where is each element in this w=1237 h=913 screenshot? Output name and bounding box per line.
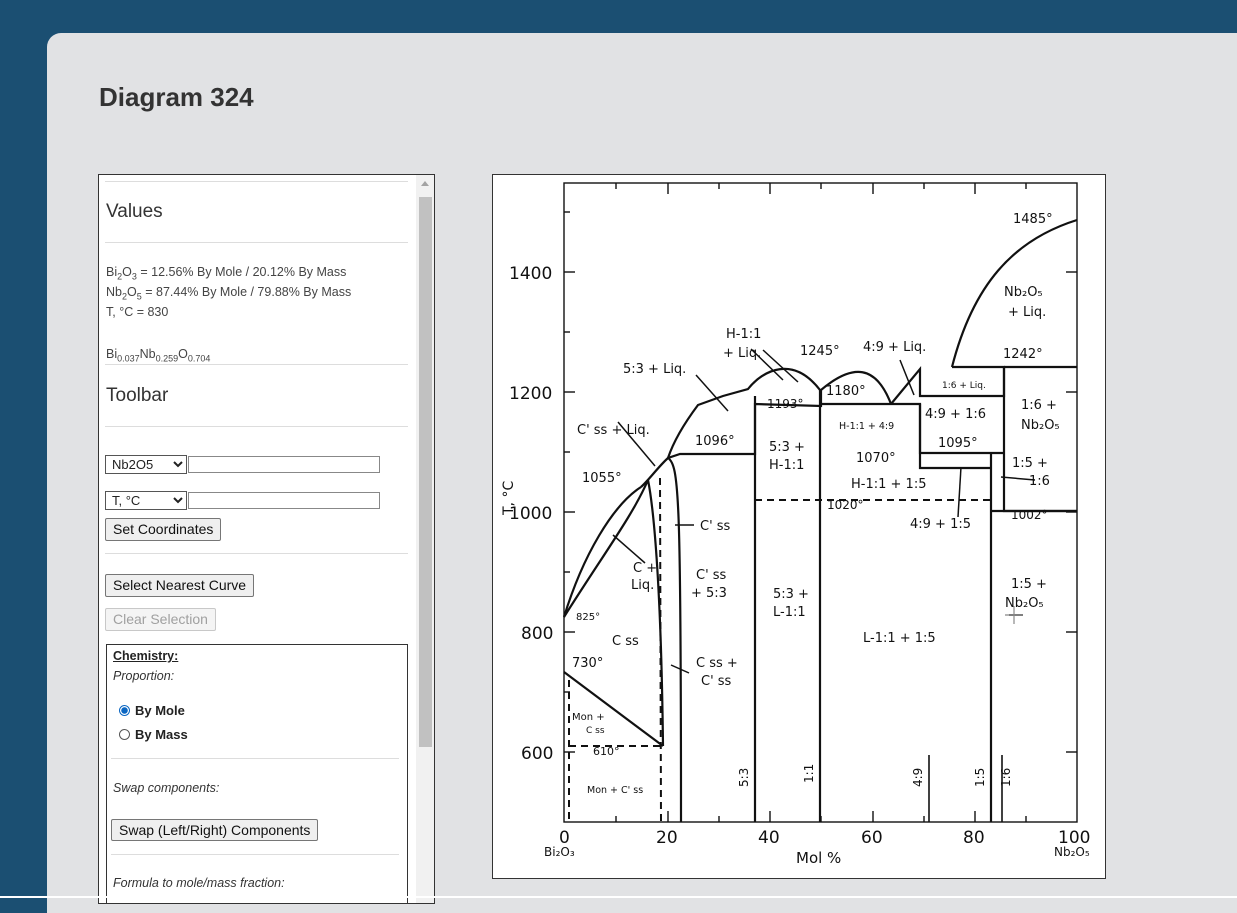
diagram-label: H-1:1 + 4:9 xyxy=(839,421,895,432)
phase-diagram[interactable] xyxy=(493,175,1105,878)
by-mole-label: By Mole xyxy=(135,703,185,718)
by-mass-option[interactable] xyxy=(119,727,188,742)
x-tick-label: 80 xyxy=(963,828,985,848)
formula-fraction-label: Formula to mole/mass fraction: xyxy=(113,876,285,890)
diagram-label: 1:6 + Liq. xyxy=(942,381,986,391)
diagram-label: 1245° xyxy=(800,344,840,359)
diagram-label: 5:3 + xyxy=(773,587,809,602)
side-panel-scrollbar[interactable] xyxy=(416,175,434,903)
divider xyxy=(105,242,408,243)
y-tick-label: 1400 xyxy=(509,264,553,284)
diagram-label: Mon + C' ss xyxy=(587,785,644,796)
temperature-value-input[interactable] xyxy=(188,492,380,509)
diagram-label: + 5:3 xyxy=(691,586,727,601)
proportion-label: Proportion: xyxy=(113,669,175,683)
diagram-label: L-1:1 + 1:5 xyxy=(863,631,936,646)
chemistry-heading: Chemistry: xyxy=(113,649,179,663)
scroll-thumb[interactable] xyxy=(419,197,432,747)
diagram-label: C' ss xyxy=(700,519,731,534)
x-axis-label: Mol % xyxy=(796,849,842,867)
divider xyxy=(105,181,408,182)
diagram-label: 4:9 + Liq. xyxy=(863,340,927,355)
side-panel[interactable] xyxy=(98,174,435,904)
diagram-label: + Liq. xyxy=(1008,305,1047,320)
diagram-label: + Liq. xyxy=(723,346,762,361)
page-title: Diagram 324 xyxy=(99,82,254,112)
scroll-up-arrow-icon[interactable] xyxy=(421,181,429,186)
swap-components-label: Swap components: xyxy=(113,781,220,795)
diagram-label: Nb₂O₅ xyxy=(1005,596,1044,611)
diagram-label: 1485° xyxy=(1013,212,1053,227)
diagram-label: 5:3 xyxy=(737,767,751,787)
diagram-label: 4:9 + 1:5 xyxy=(910,517,972,532)
diagram-label: 5:3 + Liq. xyxy=(623,362,687,377)
right-component-label: Nb₂O₅ xyxy=(1054,845,1090,859)
diagram-label: 1180° xyxy=(826,384,866,399)
by-mass-label: By Mass xyxy=(135,727,188,742)
y-tick-label: 600 xyxy=(521,744,554,764)
clear-selection-button[interactable]: Clear Selection xyxy=(105,608,216,631)
diagram-label: 1095° xyxy=(938,436,978,451)
diagram-label: C' ss + Liq. xyxy=(577,423,650,438)
x-tick-label: 60 xyxy=(861,828,883,848)
diagram-label: H-1:1 xyxy=(726,327,762,342)
values-temperature-line: T, °C = 830 xyxy=(106,305,169,319)
y-tick-label: 800 xyxy=(521,624,554,644)
y-axis-label: T, °C xyxy=(501,480,517,515)
divider xyxy=(105,426,408,427)
annotation-arrows xyxy=(613,349,1035,673)
chemistry-box xyxy=(106,644,408,904)
diagram-label: C + xyxy=(633,561,658,576)
diagram-label: 1:5 xyxy=(973,767,987,787)
diagram-label: 1002° xyxy=(1011,508,1048,522)
left-component-label: Bi₂O₃ xyxy=(544,845,575,859)
select-nearest-curve-button[interactable]: Select Nearest Curve xyxy=(105,574,254,597)
diagram-label: 1020° xyxy=(827,498,864,512)
phase-boundaries xyxy=(564,220,1077,822)
diagram-label: 1:6 xyxy=(1029,474,1050,489)
divider xyxy=(105,553,408,554)
values-bi2o3-line: $Bi_2O_3 = 12.56\%$ By Mole / 20.12% By Mass xyxy=(106,265,347,282)
y-tick-label: 1000 xyxy=(509,504,553,524)
component-select[interactable] xyxy=(105,455,187,474)
diagram-label: 730° xyxy=(572,656,604,671)
diagram-label: 610° xyxy=(593,745,620,758)
diagram-label: 1096° xyxy=(695,434,735,449)
divider xyxy=(105,364,408,365)
component-value-input[interactable] xyxy=(188,456,380,473)
x-tick-label: 20 xyxy=(656,828,678,848)
by-mole-option[interactable] xyxy=(119,703,185,718)
diagram-label: H-1:1 + 1:5 xyxy=(851,477,927,492)
diagram-label: L-1:1 xyxy=(773,605,806,620)
composition-markers xyxy=(929,615,1023,822)
diagram-label: 4:9 + 1:6 xyxy=(925,407,987,422)
diagram-label: Nb₂O₅ xyxy=(1021,418,1060,433)
diagram-label: 1:6 xyxy=(999,767,1013,787)
diagram-label: C ss xyxy=(612,634,639,649)
x-tick-label: 40 xyxy=(758,828,780,848)
by-mole-radio[interactable] xyxy=(119,705,130,716)
values-nb2o5-line: $Nb_2O_5 = 87.44\%$ By Mole / 79.88% By Mass xyxy=(106,285,352,302)
diagram-label: 4:9 xyxy=(911,767,925,787)
diagram-label: 1070° xyxy=(856,451,896,466)
diagram-label: 1193° xyxy=(767,397,804,411)
diagram-label: C ss xyxy=(586,726,605,736)
set-coordinates-button[interactable]: Set Coordinates xyxy=(105,518,221,541)
divider xyxy=(111,854,399,855)
toolbar-heading: Toolbar xyxy=(106,385,169,406)
diagram-label: 825° xyxy=(576,612,601,623)
x-tick-label: 0 xyxy=(559,828,570,848)
diagram-label: C ss + xyxy=(696,656,738,671)
diagram-label: C' ss xyxy=(696,568,727,583)
values-formula: $Bi_{0.037}Nb_{0.259}O_{0.704}$ xyxy=(106,347,211,364)
diagram-label: 1:1 xyxy=(802,763,816,783)
divider xyxy=(111,758,399,759)
diagram-label: 5:3 + xyxy=(769,440,805,455)
y-tick-label: 1200 xyxy=(509,384,553,404)
diagram-label: C' ss xyxy=(701,674,732,689)
phase-diagram-frame[interactable] xyxy=(492,174,1106,879)
diagram-label: 1:5 + xyxy=(1011,577,1047,592)
diagram-label: Mon + xyxy=(572,712,605,723)
diagram-label: 1242° xyxy=(1003,347,1043,362)
temperature-select[interactable] xyxy=(105,491,187,510)
values-heading: Values xyxy=(106,201,163,222)
swap-components-button[interactable]: Swap (Left/Right) Components xyxy=(111,819,318,841)
diagram-label: H-1:1 xyxy=(769,458,805,473)
diagram-label: 1:6 + xyxy=(1021,398,1057,413)
x-tick-label: 100 xyxy=(1058,828,1091,848)
by-mass-radio[interactable] xyxy=(119,729,130,740)
diagram-label: 1:5 + xyxy=(1012,456,1048,471)
diagram-label: Liq. xyxy=(631,578,655,593)
diagram-label: 1055° xyxy=(582,471,622,486)
diagram-label: Nb₂O₅ xyxy=(1004,285,1043,300)
